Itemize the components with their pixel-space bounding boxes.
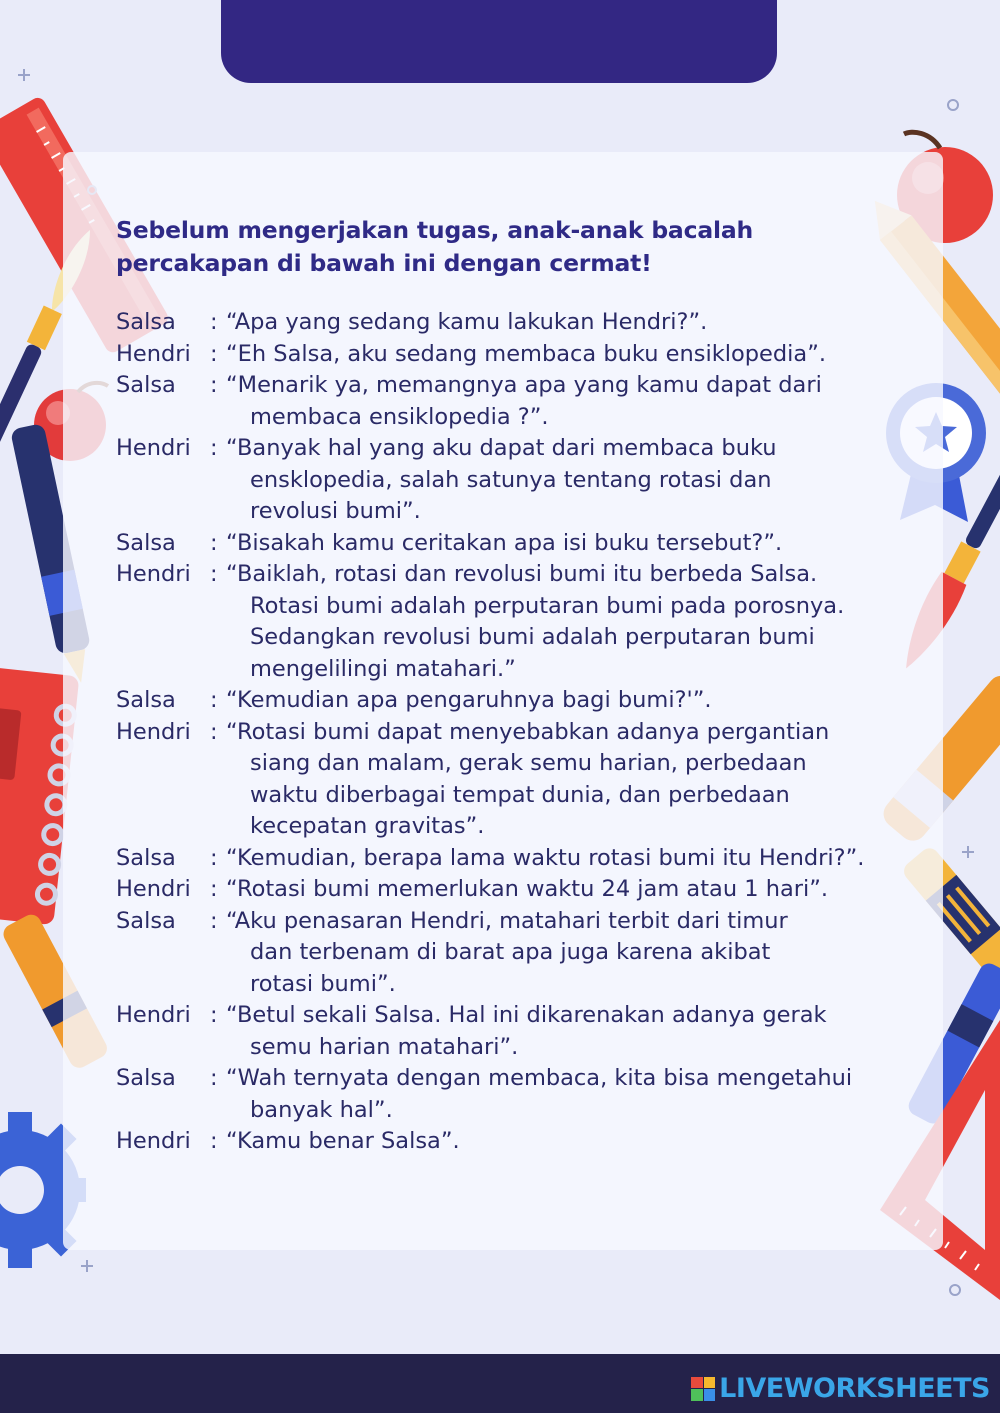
utterance-line: “Kamu benar Salsa”. — [226, 1128, 460, 1154]
utterance — [226, 1126, 926, 1158]
utterance — [226, 433, 926, 528]
logo-square — [691, 1389, 703, 1401]
dialog-row — [116, 843, 926, 875]
utterance-line: “Rotasi bumi dapat menyebabkan adanya pergantian — [226, 718, 830, 745]
utterance-line: banyak hal”. — [250, 1096, 393, 1123]
speaker-colon: : — [210, 687, 218, 713]
speaker-colon: : — [210, 340, 218, 367]
speaker-name: Salsa — [116, 687, 176, 713]
dialog-row — [116, 1063, 926, 1126]
utterance-line: revolusi bumi”. — [250, 498, 421, 524]
dialog-row — [116, 528, 926, 560]
utterance-line: “Apa yang sedang kamu lakukan Hendri?”. — [226, 309, 708, 335]
utterance — [226, 307, 926, 339]
instruction-line: percakapan di bawah ini dengan cermat! — [116, 249, 652, 277]
speaker-colon: : — [210, 907, 218, 934]
brand-watermark — [691, 1373, 990, 1404]
utterance-line: Rotasi bumi adalah perputaran bumi pada porosnya. — [250, 592, 845, 619]
utterance — [226, 1063, 926, 1126]
dialog-row — [116, 874, 926, 906]
utterance-line: semu harian matahari”. — [250, 1033, 519, 1060]
speaker-name: Hendri — [116, 435, 191, 461]
utterance-line: dan terbenam di barat apa juga karena akibat — [250, 939, 771, 965]
speaker-colon: : — [210, 718, 218, 745]
dialog-row — [116, 307, 926, 339]
footer-bar — [0, 1354, 1000, 1413]
speaker-colon: : — [210, 1128, 218, 1154]
utterance-line: ensklopedia, salah satunya tentang rotasi dan — [250, 466, 772, 493]
utterance-line: “Wah ternyata dengan membaca, kita bisa mengetahui — [226, 1065, 853, 1091]
speaker-name: Hendri — [116, 1002, 191, 1028]
utterance — [226, 843, 926, 875]
dialog-row — [116, 685, 926, 717]
utterance-line: mengelilingi matahari.” — [250, 655, 516, 682]
utterance-line: “Baiklah, rotasi dan revolusi bumi itu berbeda Salsa. — [226, 561, 818, 587]
logo-square — [704, 1389, 716, 1401]
utterance — [226, 874, 926, 906]
utterance-line: “Eh Salsa, aku sedang membaca buku ensiklopedia”. — [226, 340, 827, 367]
speaker-colon: : — [210, 372, 218, 398]
utterance-line: siang dan malam, gerak semu harian, perbedaan — [250, 750, 807, 776]
utterance — [226, 370, 926, 433]
utterance-line: “Betul sekali Salsa. Hal ini dikarenakan adanya gerak — [226, 1002, 827, 1028]
dialog-row — [116, 1000, 926, 1063]
speaker-name: Hendri — [116, 561, 191, 587]
utterance-line: “Rotasi bumi memerlukan waktu 24 jam atau 1 hari”. — [226, 876, 829, 902]
speaker-colon: : — [210, 844, 218, 871]
dialog-row — [116, 559, 926, 685]
dialog-row — [116, 433, 926, 528]
instruction-line: Sebelum mengerjakan tugas, anak-anak bacalah — [116, 216, 754, 244]
instruction-heading — [116, 214, 876, 280]
speaker-name: Salsa — [116, 907, 176, 934]
speaker-name: Salsa — [116, 844, 176, 871]
speaker-colon: : — [210, 561, 218, 587]
liveworksheets-logo-icon — [691, 1377, 715, 1401]
utterance-line: “Menarik ya, memangnya apa yang kamu dapat dari — [226, 372, 822, 398]
utterance — [226, 1000, 926, 1063]
logo-square — [691, 1377, 703, 1389]
speaker-colon: : — [210, 876, 218, 902]
dialog-row — [116, 339, 926, 371]
utterance — [226, 339, 926, 371]
utterance-line: “Aku penasaran Hendri, matahari terbit dari timur — [226, 907, 788, 934]
utterance-line: Sedangkan revolusi bumi adalah perputaran bumi — [250, 624, 815, 650]
brand-name: LIVEWORKSHEETS — [719, 1373, 990, 1404]
speaker-name: Salsa — [116, 372, 176, 398]
speaker-colon: : — [210, 309, 218, 335]
speaker-colon: : — [210, 435, 218, 461]
header-tab — [221, 0, 777, 83]
logo-square — [704, 1377, 716, 1389]
utterance-line: waktu diberbagai tempat dunia, dan perbedaan — [250, 781, 790, 808]
utterance — [226, 528, 926, 560]
dialog-list — [116, 307, 926, 1158]
utterance — [226, 685, 926, 717]
utterance-line: “Bisakah kamu ceritakan apa isi buku tersebut?”. — [226, 529, 783, 556]
utterance-line: kecepatan gravitas”. — [250, 813, 485, 839]
utterance-line: rotasi bumi”. — [250, 970, 396, 997]
utterance — [226, 559, 926, 685]
speaker-colon: : — [210, 1065, 218, 1091]
utterance-line: “Kemudian apa pengaruhnya bagi bumi?'”. — [226, 687, 712, 713]
utterance — [226, 906, 926, 1001]
speaker-name: Hendri — [116, 718, 191, 745]
utterance-line: “Kemudian, berapa lama waktu rotasi bumi itu Hendri?”. — [226, 844, 865, 871]
speaker-colon: : — [210, 1002, 218, 1028]
speaker-name: Salsa — [116, 529, 176, 556]
utterance — [226, 717, 926, 843]
speaker-name: Salsa — [116, 309, 176, 335]
utterance-line: membaca ensiklopedia ?”. — [250, 403, 549, 430]
dialog-row — [116, 717, 926, 843]
speaker-name: Hendri — [116, 876, 191, 902]
speaker-name: Salsa — [116, 1065, 176, 1091]
dialog-row — [116, 906, 926, 1001]
speaker-name: Hendri — [116, 1128, 191, 1154]
speaker-colon: : — [210, 529, 218, 556]
dialog-row — [116, 1126, 926, 1158]
speaker-name: Hendri — [116, 340, 191, 367]
dialog-row — [116, 370, 926, 433]
utterance-line: “Banyak hal yang aku dapat dari membaca buku — [226, 435, 777, 461]
